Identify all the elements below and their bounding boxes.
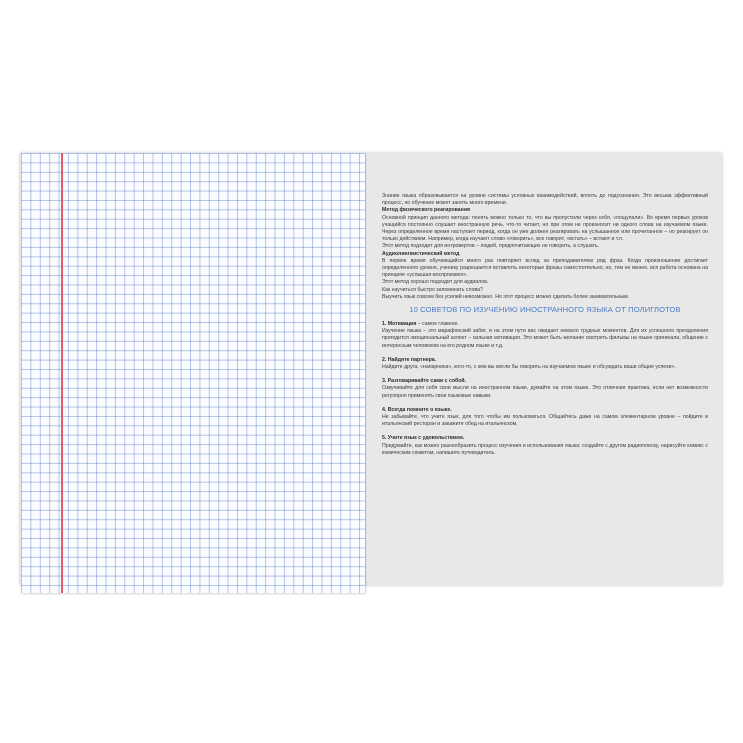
tip-item xyxy=(382,407,708,429)
tips-heading: 10 СОВЕТОВ ПО ИЗУЧЕНИЮ ИНОСТРАННОГО ЯЗЫКА ОТ ПОЛИГЛОТОВ xyxy=(409,305,681,315)
tip-item xyxy=(382,378,708,400)
margin-line xyxy=(61,153,63,593)
tip-item xyxy=(382,357,708,371)
tip-text: Изучение языка – это марафонский забег, и на этом пути вас ожидает немало трудных моментов. Для их успешного преодоления пригодится эмоциональный аспект – сильная мотивация. Это может быть желание смотреть фильмы на языке оригинала, общение с интересным человеком на его родном языке и т.д. xyxy=(382,328,708,349)
method1-title: Метод физического реагирования xyxy=(382,207,471,214)
tip-text: Придумайте, как можно разнообразить процесс изучения и использования языка: создайте с другом радиоплеску, нарисуйте комикс с комическим сюжетом, напишите путеводитель. xyxy=(382,442,708,456)
tip-title-suffix: – самое главное. xyxy=(416,321,459,328)
method2-title: Аудиолингвистический метод xyxy=(382,250,460,257)
tip-text: Найдите друга, «напарника», кого-то, с кем вы могли бы говорить на изучаемом языке и обсуждать ваши общие успехи». xyxy=(382,364,676,371)
tip-text: Не забывайте, что учите язык, для того чтобы им пользоваться. Общайтесь даже на самом элементарном уровне – пойдите в итальянский ресторан и закажите обед на итальянском. xyxy=(382,414,708,428)
grid-page xyxy=(21,153,365,593)
tip-title: 4. Всегда помните о языке. xyxy=(382,406,452,413)
method2-text: В первое время обучающийся много раз повторяет вслед за преподавателем ряд фраз. Когда произношение достигает определенного уровня, ученику разрешается вставлять некоторые фразы самостоятельно, но, тем не менее, вся работа основана на принципе «услышал-воспроизвел». xyxy=(382,257,708,279)
memorize-answer: Выучить язык совсем без усилий невозможно. Но этот процесс можно сделать более занимательным. xyxy=(382,293,630,300)
intro-paragraph: Знание языка образовывается на уровне системы условных взаимодействий, вплоть до подсознания. Это весьма эффективный процесс, но обучение может занять много времени. xyxy=(382,193,708,207)
tip-title: 5. Учите язык с удовольствием. xyxy=(382,435,465,442)
method1-text: Основной принцип данного метода: понять можно только то, что вы пропустили через себя, «пощупали». Во время первых уроков учащийся постоянно слушает иностранную речь, что-то читает, но при этом не произносит ни одного слова на изучаемом языке. Через определенное время наступает период, когда он уже должен реагировать на услышанное или прочитанное – но реагирует он только действием. Например, когда изучают слово «говорить», все говорят, «встать» – встают и т.п. xyxy=(382,214,708,243)
page-fold xyxy=(365,153,367,585)
tip-item xyxy=(382,321,708,350)
memorize-question: Как научиться быстро запоминать слова? xyxy=(382,286,483,293)
tip-title: 2. Найдите партнера. xyxy=(382,356,437,363)
tip-title: 1. Мотивация xyxy=(382,321,417,328)
inner-cover-text xyxy=(382,193,708,464)
tip-title: 3. Разговаривайте сами с собой. xyxy=(382,378,467,385)
tip-item xyxy=(382,435,708,457)
method1-note: Этот метод подходит для интровертов – людей, предпочитающих не говорить, а слушать. xyxy=(382,243,600,250)
method2-note: Этот метод хорошо подходит для аудиалов. xyxy=(382,279,489,286)
tip-text: Озвучивайте для себя свои мысли на иностранном языке, думайте на этом языке. Это отличная практика, если нет возможности регулярно применять свои языковые навыки. xyxy=(382,385,708,399)
